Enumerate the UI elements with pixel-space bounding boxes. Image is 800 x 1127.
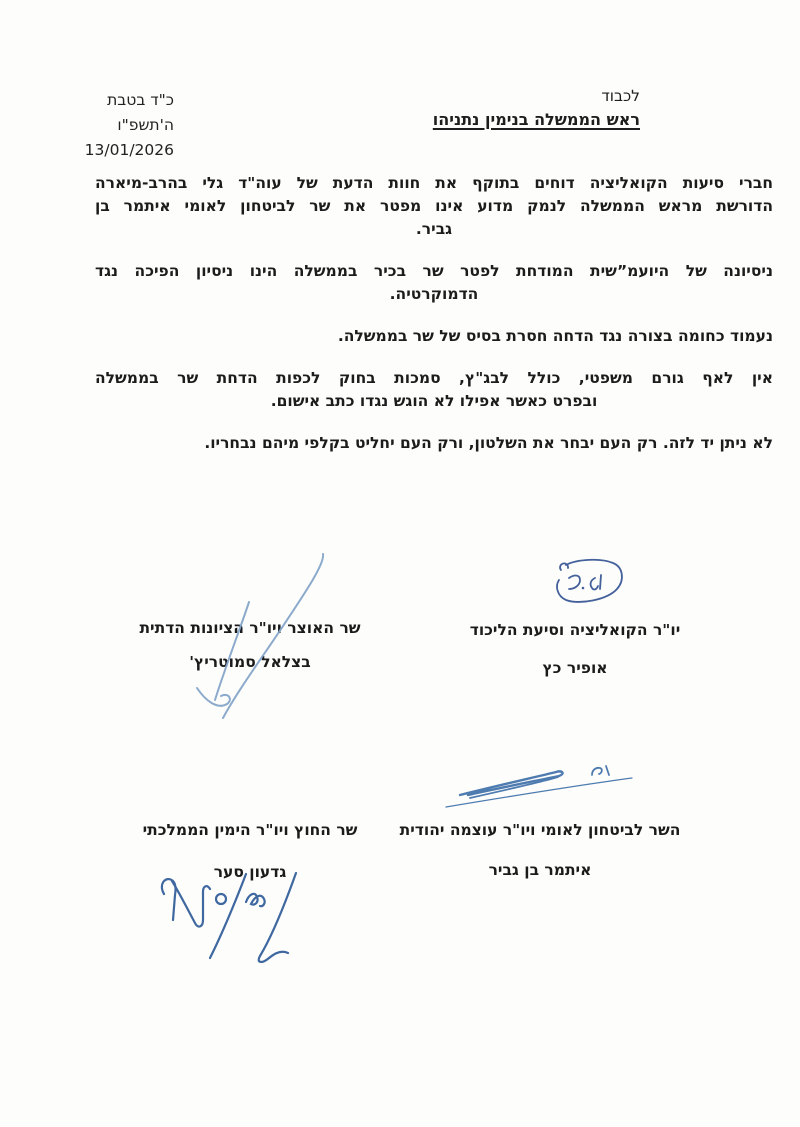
signatory-role: השר לביטחון לאומי ויו"ר עוצמה יהודית <box>399 821 681 839</box>
paragraph-line: הדורשת מראש הממשלה לנמק מדוע אינו מפטר את שר לביטחון לאומי איתמר בן <box>95 197 773 215</box>
signatory-role: שר החוץ ויו"ר הימין הממלכתי <box>142 821 358 839</box>
addressee: ראש הממשלה בנימין נתניהו <box>432 110 640 129</box>
katz-handwritten-signature-icon <box>549 556 627 608</box>
signatory-smotrich <box>95 618 405 671</box>
paragraph-line: ניסיונה של היועמ”שית המודחת לפטר שר בכיר בממשלה הינו ניסיון הפיכה נגד <box>95 262 773 280</box>
signatory-role: יו"ר הקואליציה וסיעת הליכוד <box>469 621 681 639</box>
letter-body <box>95 172 773 474</box>
body-paragraph <box>95 325 773 348</box>
paragraph-line: גביר. <box>415 220 453 238</box>
paragraph-line: אין לאף גורם משפטי, כולל לבג"ץ, סמכות בחוק לכפות הדחת שר בממשלה <box>95 369 773 387</box>
signatory-saar <box>95 820 405 881</box>
body-paragraph <box>95 432 773 455</box>
paragraph-line: חברי סיעות הקואליציה דוחים בתוקף את חוות הדעת של עוה"ד גלי בהרב-מיארה <box>95 174 773 192</box>
hebrew-date: כ"ד בטבת ה'תשפ"ו <box>107 91 174 134</box>
saar-handwritten-signature-icon <box>150 868 308 964</box>
ben-gvir-handwritten-signature-icon <box>440 757 640 812</box>
body-paragraph <box>95 367 773 413</box>
address-block <box>433 84 640 132</box>
paragraph-line: נעמוד כחומה בצורה נגד הדחה חסרת בסיס של שר בממשלה. <box>337 327 773 345</box>
body-paragraph <box>95 260 773 306</box>
signatory-name: בצלאל סמוטריץ' <box>189 653 311 671</box>
gregorian-date: 13/01/2026 <box>84 141 174 159</box>
salutation: לכבוד <box>601 87 640 105</box>
paragraph-line: ובפרט כאשר אפילו לא הוגש נגדו כתב אישום. <box>270 392 598 410</box>
signatory-role: שר האוצר ויו"ר הציונות הדתית <box>139 619 361 637</box>
signatory-name: גדעון סער <box>213 863 287 881</box>
signatory-name: איתמר בן גביר <box>488 861 592 879</box>
date-block <box>58 88 174 163</box>
paragraph-line: לא ניתן יד לזה. רק העם יבחר את השלטון, ורק העם יחליט בקלפי מיהם נבחריו. <box>204 434 773 452</box>
paragraph-line: הדמוקרטיה. <box>389 285 479 303</box>
signatory-katz <box>420 620 730 677</box>
signatory-name: אופיר כץ <box>542 659 608 677</box>
body-paragraph <box>95 172 773 241</box>
signatory-ben-gvir <box>390 820 690 879</box>
